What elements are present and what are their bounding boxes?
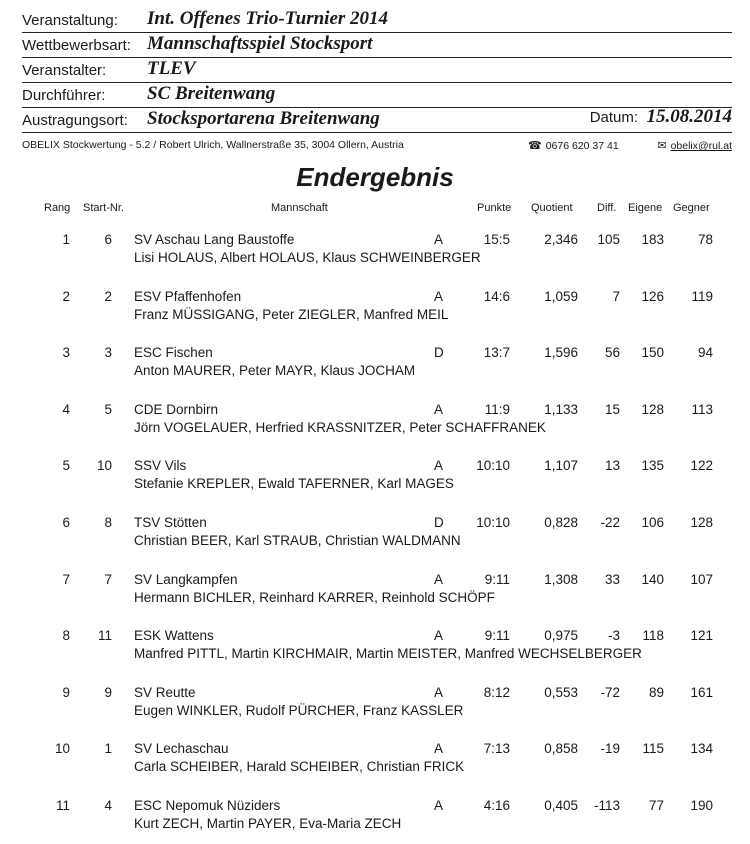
cell-team: SSV Vils bbox=[134, 458, 187, 474]
col-header-eigene: Eigene bbox=[628, 202, 663, 214]
cell-rang: 8 bbox=[62, 628, 70, 644]
table-row bbox=[0, 345, 750, 391]
cell-eigene: 126 bbox=[641, 288, 664, 304]
veranstalter-label: Veranstalter: bbox=[22, 62, 107, 79]
cell-gegner: 113 bbox=[691, 401, 713, 417]
table-row bbox=[0, 402, 750, 448]
cell-quotient: 1,133 bbox=[544, 401, 578, 417]
cell-members: Franz MÜSSIGANG, Peter ZIEGLER, Manfred MEIL bbox=[134, 306, 449, 322]
cell-punkte: 14:6 bbox=[483, 288, 510, 304]
cell-members: Jörn VOGELAUER, Herfried KRASSNITZER, Peter SCHAFFRANEK bbox=[134, 419, 546, 435]
cell-startnr: 11 bbox=[97, 628, 112, 644]
header-row-austragungsort bbox=[22, 108, 732, 132]
cell-members: Manfred PITTL, Martin KIRCHMAIR, Martin MEISTER, Manfred WECHSELBERGER bbox=[134, 646, 642, 662]
cell-quotient: 0,553 bbox=[544, 684, 578, 700]
cell-team: SV Langkampfen bbox=[134, 571, 238, 587]
phone-info bbox=[528, 139, 619, 152]
cell-team: SV Reutte bbox=[134, 684, 196, 700]
cell-team: ESK Wattens bbox=[134, 628, 214, 644]
datum-label: Datum: bbox=[589, 109, 639, 126]
veranstaltung-value: Int. Offenes Trio-Turnier 2014 bbox=[147, 8, 389, 29]
cell-punkte: 15:5 bbox=[483, 232, 510, 247]
cell-diff: 56 bbox=[604, 345, 620, 361]
cell-group: A bbox=[434, 798, 444, 813]
col-header-diff: Diff. bbox=[597, 202, 617, 214]
table-row bbox=[0, 232, 750, 278]
cell-gegner: 122 bbox=[690, 458, 713, 474]
cell-rang: 9 bbox=[62, 684, 70, 700]
cell-gegner: 107 bbox=[690, 571, 713, 587]
cell-group: A bbox=[434, 741, 444, 757]
cell-diff: 33 bbox=[604, 571, 620, 587]
cell-rang: 6 bbox=[62, 515, 70, 530]
wettbewerbsart-label: Wettbewerbsart: bbox=[22, 37, 131, 54]
cell-team: ESC Nepomuk Nüziders bbox=[134, 798, 281, 813]
email-info bbox=[657, 139, 732, 152]
cell-group: A bbox=[434, 458, 444, 474]
cell-group: A bbox=[434, 401, 444, 417]
cell-team: ESV Pfaffenhofen bbox=[134, 288, 242, 304]
cell-diff: -22 bbox=[600, 515, 620, 530]
col-header-mannschaft: Mannschaft bbox=[271, 202, 328, 214]
cell-gegner: 161 bbox=[690, 684, 713, 700]
cell-eigene: 118 bbox=[642, 628, 664, 644]
cell-diff: -113 bbox=[593, 798, 620, 813]
cell-quotient: 1,596 bbox=[544, 345, 578, 361]
cell-gegner: 119 bbox=[691, 288, 713, 304]
header-row-veranstaltung bbox=[22, 8, 732, 32]
cell-quotient: 1,107 bbox=[544, 458, 578, 474]
durchfuehrer-label: Durchführer: bbox=[22, 87, 106, 104]
cell-rang: 3 bbox=[62, 345, 70, 361]
table-row bbox=[0, 628, 750, 674]
cell-punkte: 7:13 bbox=[483, 741, 510, 757]
cell-punkte: 4:16 bbox=[483, 798, 510, 813]
cell-gegner: 78 bbox=[697, 232, 713, 247]
cell-diff: 15 bbox=[604, 401, 620, 417]
cell-group: A bbox=[434, 684, 444, 700]
veranstaltung-label: Veranstaltung: bbox=[22, 12, 118, 29]
table-row bbox=[0, 572, 750, 618]
cell-rang: 5 bbox=[62, 458, 70, 474]
cell-quotient: 0,858 bbox=[544, 741, 578, 757]
cell-punkte: 11:9 bbox=[484, 401, 510, 417]
cell-members: Christian BEER, Karl STRAUB, Christian WALDMANN bbox=[134, 533, 461, 548]
cell-rang: 1 bbox=[62, 232, 70, 247]
cell-punkte: 9:11 bbox=[484, 571, 510, 587]
cell-startnr: 7 bbox=[104, 571, 112, 587]
cell-members: Eugen WINKLER, Rudolf PÜRCHER, Franz KASSLER bbox=[134, 702, 464, 718]
cell-team: CDE Dornbirn bbox=[134, 401, 219, 417]
cell-team: SV Aschau Lang Baustoffe bbox=[134, 232, 295, 247]
cell-quotient: 0,975 bbox=[544, 628, 578, 644]
col-header-rang: Rang bbox=[44, 202, 71, 214]
header-row-veranstalter bbox=[22, 58, 732, 82]
cell-members: Lisi HOLAUS, Albert HOLAUS, Klaus SCHWEINBERGER bbox=[134, 250, 481, 265]
cell-punkte: 10:10 bbox=[476, 458, 510, 474]
cell-rang: 2 bbox=[62, 288, 70, 304]
datum-value: 15.08.2014 bbox=[646, 106, 732, 127]
cell-gegner: 190 bbox=[690, 798, 713, 813]
cell-quotient: 1,059 bbox=[544, 288, 578, 304]
telephone-icon: ☎ bbox=[528, 140, 542, 152]
header-row-durchfuehrer bbox=[22, 83, 732, 107]
austragungsort-label: Austragungsort: bbox=[22, 112, 128, 129]
phone-number: 0676 620 37 41 bbox=[545, 140, 619, 152]
cell-members: Kurt ZECH, Martin PAYER, Eva-Maria ZECH bbox=[134, 816, 402, 831]
cell-quotient: 0,828 bbox=[544, 515, 578, 530]
cell-rang: 11 bbox=[55, 798, 70, 813]
cell-diff: -72 bbox=[600, 684, 620, 700]
cell-quotient: 0,405 bbox=[544, 798, 578, 813]
cell-eigene: 140 bbox=[641, 571, 664, 587]
cell-startnr: 5 bbox=[104, 401, 112, 417]
cell-group: D bbox=[434, 345, 444, 361]
cell-quotient: 1,308 bbox=[544, 571, 578, 587]
col-header-quotient: Quotient bbox=[531, 202, 573, 214]
software-info: OBELIX Stockwertung - 5.2 / Robert Ulrich, Wallnerstraße 35, 3004 Ollern, Austria bbox=[22, 139, 404, 151]
cell-rang: 10 bbox=[54, 741, 70, 757]
cell-eigene: 115 bbox=[642, 741, 664, 757]
cell-diff: -19 bbox=[600, 741, 620, 757]
cell-members: Anton MAURER, Peter MAYR, Klaus JOCHAM bbox=[134, 363, 416, 379]
table-row bbox=[0, 289, 750, 335]
cell-eigene: 89 bbox=[648, 684, 664, 700]
cell-startnr: 6 bbox=[104, 232, 112, 247]
header-row-wettbewerbsart bbox=[22, 33, 732, 57]
cell-members: Stefanie KREPLER, Ewald TAFERNER, Karl MAGES bbox=[134, 476, 454, 492]
durchfuehrer-value: SC Breitenwang bbox=[147, 83, 276, 104]
col-header-startnr: Start-Nr. bbox=[83, 202, 124, 214]
cell-team: TSV Stötten bbox=[134, 515, 207, 530]
veranstalter-value: TLEV bbox=[147, 58, 196, 79]
cell-gegner: 121 bbox=[690, 628, 713, 644]
cell-group: A bbox=[434, 571, 444, 587]
table-row bbox=[0, 685, 750, 731]
table-row bbox=[0, 458, 750, 504]
envelope-icon: ✉ bbox=[657, 140, 667, 152]
cell-eigene: 150 bbox=[641, 345, 664, 361]
page-title: Endergebnis bbox=[296, 162, 454, 192]
cell-startnr: 9 bbox=[104, 684, 112, 700]
cell-rang: 4 bbox=[62, 401, 70, 417]
cell-startnr: 3 bbox=[104, 345, 112, 361]
cell-eigene: 128 bbox=[641, 401, 664, 417]
cell-startnr: 1 bbox=[104, 741, 112, 757]
col-header-punkte: Punkte bbox=[477, 202, 512, 214]
table-row bbox=[0, 741, 750, 787]
cell-startnr: 4 bbox=[104, 798, 112, 813]
cell-group: D bbox=[434, 515, 444, 530]
cell-eigene: 135 bbox=[641, 458, 664, 474]
cell-gegner: 128 bbox=[690, 515, 713, 530]
cell-eigene: 183 bbox=[641, 232, 664, 247]
cell-rang: 7 bbox=[62, 571, 70, 587]
cell-startnr: 2 bbox=[104, 288, 112, 304]
cell-team: SV Lechaschau bbox=[134, 741, 229, 757]
cell-quotient: 2,346 bbox=[544, 232, 578, 247]
cell-punkte: 8:12 bbox=[483, 684, 510, 700]
cell-diff: 7 bbox=[612, 288, 620, 304]
cell-gegner: 134 bbox=[690, 741, 713, 757]
austragungsort-value: Stocksportarena Breitenwang bbox=[147, 108, 380, 129]
cell-eigene: 77 bbox=[648, 798, 664, 813]
software-info-line bbox=[22, 139, 732, 153]
cell-startnr: 8 bbox=[104, 515, 112, 530]
cell-members: Hermann BICHLER, Reinhard KARRER, Reinhold SCHÖPF bbox=[134, 589, 495, 605]
datum bbox=[590, 106, 732, 128]
cell-gegner: 94 bbox=[697, 345, 713, 361]
divider bbox=[22, 132, 732, 133]
cell-members: Carla SCHEIBER, Harald SCHEIBER, Christian FRICK bbox=[134, 759, 465, 775]
cell-group: A bbox=[434, 288, 444, 304]
cell-group: A bbox=[434, 628, 444, 644]
cell-diff: 13 bbox=[604, 458, 620, 474]
cell-diff: -3 bbox=[607, 628, 620, 644]
wettbewerbsart-value: Mannschaftsspiel Stocksport bbox=[147, 33, 373, 54]
col-header-gegner: Gegner bbox=[673, 202, 710, 214]
cell-startnr: 10 bbox=[96, 458, 112, 474]
cell-punkte: 13:7 bbox=[483, 345, 510, 361]
email-link[interactable]: obelix@rul.at bbox=[670, 140, 732, 152]
cell-punkte: 9:11 bbox=[484, 628, 510, 644]
cell-eigene: 106 bbox=[641, 515, 664, 530]
table-row bbox=[0, 798, 750, 844]
cell-diff: 105 bbox=[597, 232, 620, 247]
table-row bbox=[0, 515, 750, 561]
cell-punkte: 10:10 bbox=[476, 515, 510, 530]
cell-team: ESC Fischen bbox=[134, 345, 213, 361]
cell-group: A bbox=[434, 232, 444, 247]
